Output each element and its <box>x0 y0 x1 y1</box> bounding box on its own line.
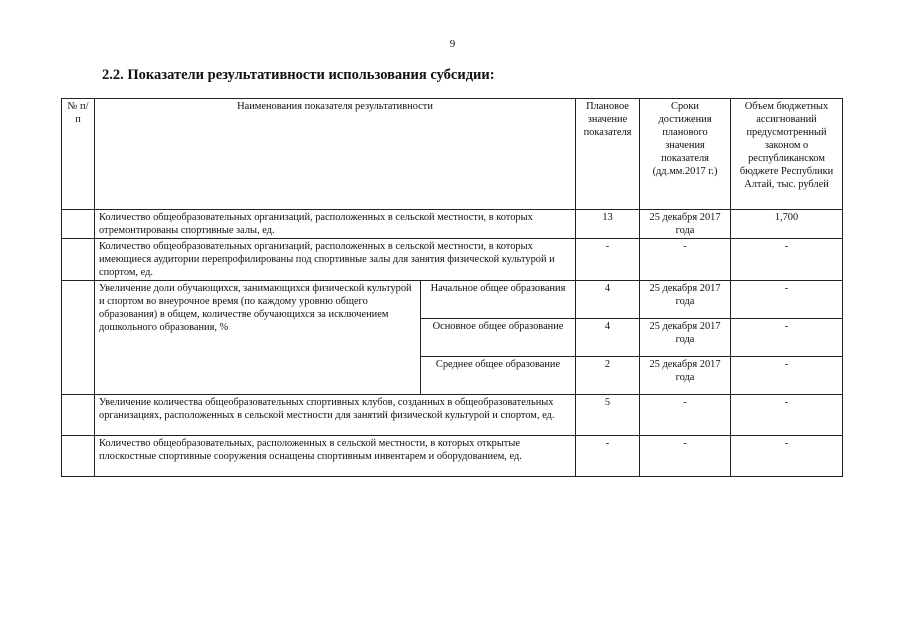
row-plan: 5 <box>576 395 640 436</box>
table-row <box>62 239 843 281</box>
table-header-row <box>62 99 843 210</box>
header-deadline: Сроки достижения планового значения показателя (дд.мм.2017 г.) <box>640 99 731 210</box>
table-row <box>62 210 843 239</box>
row-deadline: 25 декабря 2017 года <box>640 210 731 239</box>
row-num <box>62 281 95 395</box>
row-budget: - <box>731 239 843 281</box>
header-name: Наименования показателя результативности <box>95 99 576 210</box>
row-name: Увеличение доли обучающихся, занимающихся физической культурой и спортом во внеурочное время (по каждому уровню общего образования) в общем, количестве обучающихся за исключением дошкольного образования, % <box>95 281 421 395</box>
page-number: 9 <box>449 38 456 50</box>
level-name: Среднее общее образование <box>421 357 576 395</box>
header-plan: Плановое значение показателя <box>576 99 640 210</box>
level-budget: - <box>731 357 843 395</box>
row-name: Количество общеобразовательных организаций, расположенных в сельской местности, в которых отремонтированы спортивные залы, ед. <box>95 210 576 239</box>
section-title: 2.2. Показатели результативности использования субсидии: <box>102 67 495 83</box>
table-row <box>62 436 843 477</box>
level-budget: - <box>731 281 843 319</box>
level-plan: 4 <box>576 281 640 319</box>
indicators-table <box>61 98 843 477</box>
row-budget: - <box>731 395 843 436</box>
level-plan: 2 <box>576 357 640 395</box>
row-name: Увеличение количества общеобразовательных спортивных клубов, созданных в общеобразовательных организациях, расположенных в сельской местности для занятий физической культурой и спортом, ед. <box>95 395 576 436</box>
row-num <box>62 436 95 477</box>
row-num <box>62 239 95 281</box>
level-deadline: 25 декабря 2017 года <box>640 281 731 319</box>
header-budget: Объем бюджетных ассигнований предусмотренный законом о республиканском бюджете Республики Алтай, тыс. рублей <box>731 99 843 210</box>
level-name: Начальное общее образования <box>421 281 576 319</box>
row-deadline: - <box>640 395 731 436</box>
table-row <box>62 395 843 436</box>
table-row <box>62 281 843 319</box>
row-name: Количество общеобразовательных, расположенных в сельской местности, в которых открытые плоскостные спортивные сооружения оснащены спортивным инвентарем и оборудованием, ед. <box>95 436 576 477</box>
level-budget: - <box>731 319 843 357</box>
level-deadline: 25 декабря 2017 года <box>640 319 731 357</box>
row-deadline: - <box>640 239 731 281</box>
row-name: Количество общеобразовательных организаций, расположенных в сельской местности, в которых имеющиеся аудитории перепрофилированы под спортивные залы для занятия физической культурой и спортом, ед. <box>95 239 576 281</box>
row-num <box>62 395 95 436</box>
row-deadline: - <box>640 436 731 477</box>
level-name: Основное общее образование <box>421 319 576 357</box>
level-plan: 4 <box>576 319 640 357</box>
level-deadline: 25 декабря 2017 года <box>640 357 731 395</box>
header-num: № п/п <box>62 99 95 210</box>
row-plan: 13 <box>576 210 640 239</box>
row-plan: - <box>576 436 640 477</box>
row-budget: 1,700 <box>731 210 843 239</box>
row-budget: - <box>731 436 843 477</box>
row-plan: - <box>576 239 640 281</box>
row-num <box>62 210 95 239</box>
